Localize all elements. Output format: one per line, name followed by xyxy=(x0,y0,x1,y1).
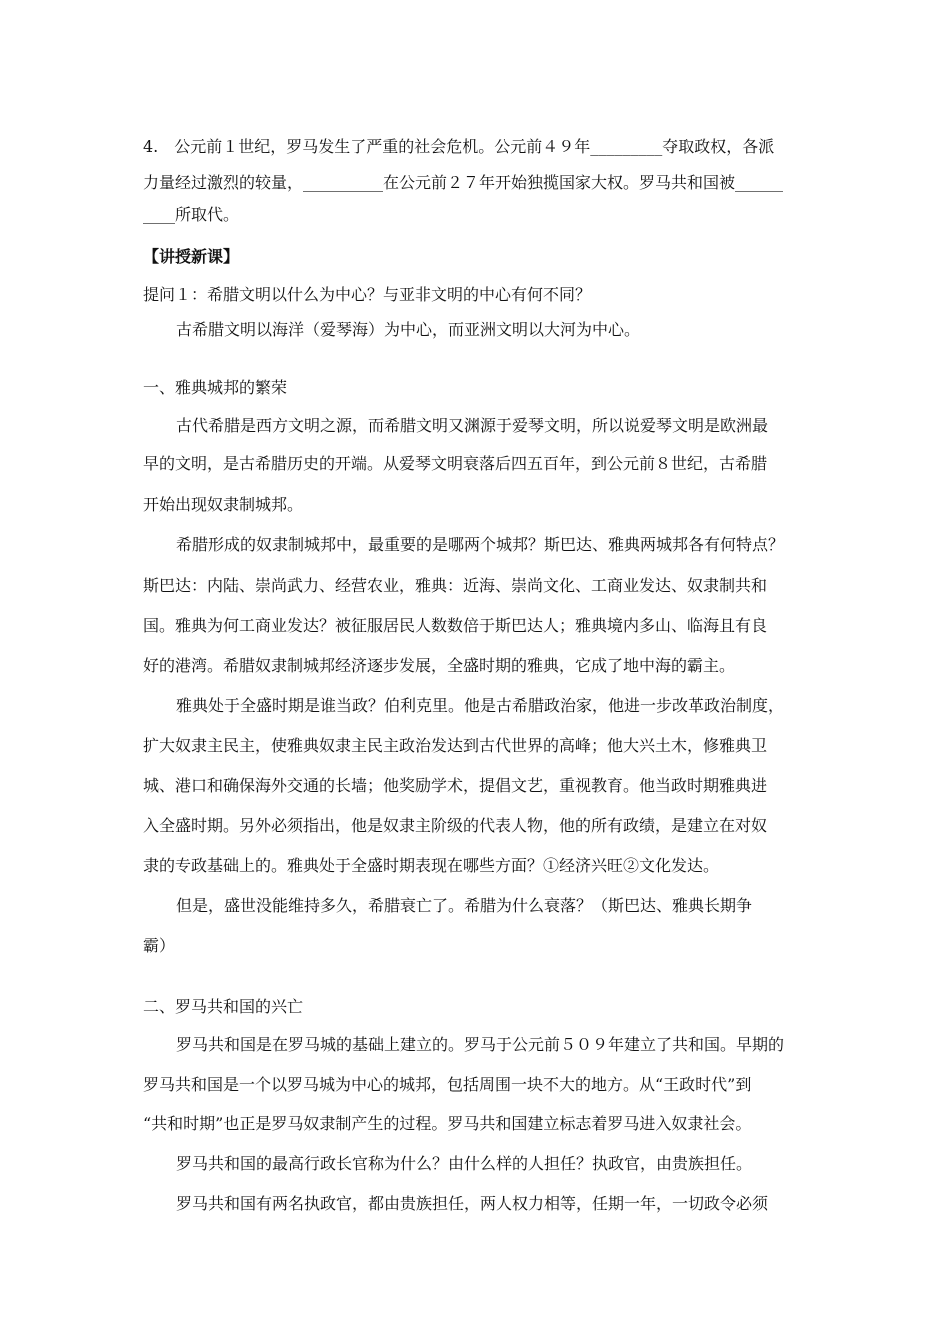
section-2-line: 罗马共和国的最高行政长官称为什么？由什么样的人担任？执政官，由贵族担任。 xyxy=(176,1154,753,1173)
section-1-line: 霸） xyxy=(143,936,176,955)
section-1-line: 城、港口和确保海外交通的长墙；他奖励学术，提倡文艺，重视教育。他当政时期雅典进 xyxy=(143,776,768,795)
section-2-line: “共和时期”也正是罗马奴隶制产生的过程。罗马共和国建立标志着罗马进入奴隶社会。 xyxy=(143,1114,752,1133)
section-2-title: 二、罗马共和国的兴亡 xyxy=(143,997,304,1016)
section-1-line: 斯巴达：内陆、崇尚武力、经营农业，雅典：近海、崇尚文化、工商业发达、奴隶制共和 xyxy=(143,576,768,595)
section-1-line: 古代希腊是西方文明之源，而希腊文明又渊源于爱琴文明，所以说爱琴文明是欧洲最 xyxy=(176,416,769,435)
section-1-line: 国。雅典为何工商业发达？被征服居民人数数倍于斯巴达人；雅典境内多山、临海且有良 xyxy=(143,616,768,635)
section-1-title: 一、雅典城邦的繁荣 xyxy=(143,378,288,397)
q4-line-3: ____所取代。 xyxy=(143,205,240,224)
section-1-line: 好的港湾。希腊奴隶制城邦经济逐步发展，全盛时期的雅典，它成了地中海的霸主。 xyxy=(143,656,736,675)
section-1-line: 但是，盛世没能维持多久，希腊衰亡了。希腊为什么衰落？（斯巴达、雅典长期争 xyxy=(176,896,753,915)
q4-line-1: 4. 公元前１世纪，罗马发生了严重的社会危机。公元前４９年_________夺取政权，各派 xyxy=(143,137,775,156)
section-1-line: 开始出现奴隶制城邦。 xyxy=(143,495,304,514)
section-1-line: 入全盛时期。另外必须指出，他是奴隶主阶级的代表人物，他的所有政绩，是建立在对奴 xyxy=(143,816,768,835)
section-1-line: 隶的专政基础上的。雅典处于全盛时期表现在哪些方面？①经济兴旺②文化发达。 xyxy=(143,856,720,875)
section-1-line: 雅典处于全盛时期是谁当政？伯利克里。他是古希腊政治家，他进一步改革政治制度， xyxy=(176,696,785,715)
section-1-line: 希腊形成的奴隶制城邦中，最重要的是哪两个城邦？斯巴达、雅典两城邦各有何特点？ xyxy=(176,535,785,554)
section-1-line: 早的文明，是古希腊历史的开端。从爱琴文明衰落后四五百年，到公元前８世纪，古希腊 xyxy=(143,454,768,473)
section-2-line: 罗马共和国是一个以罗马城为中心的城邦，包括周围一块不大的地方。从“王政时代”到 xyxy=(143,1075,752,1094)
section-1-line: 扩大奴隶主民主，使雅典奴隶主民主政治发达到古代世界的高峰；他大兴土木，修雅典卫 xyxy=(143,736,768,755)
question-1: 提问１：希腊文明以什么为中心？与亚非文明的中心有何不同？ xyxy=(143,285,592,304)
lecture-heading: 【讲授新课】 xyxy=(143,247,240,266)
section-2-line: 罗马共和国有两名执政官，都由贵族担任，两人权力相等，任期一年，一切政令必须 xyxy=(176,1194,769,1213)
q4-line-2: 力量经过激烈的较量，__________在公元前２７年开始独揽国家大权。罗马共和国被______ xyxy=(143,173,784,192)
section-2-line: 罗马共和国是在罗马城的基础上建立的。罗马于公元前５０９年建立了共和国。早期的 xyxy=(176,1035,785,1054)
answer-1: 古希腊文明以海洋（爱琴海）为中心，而亚洲文明以大河为中心。 xyxy=(176,320,641,339)
